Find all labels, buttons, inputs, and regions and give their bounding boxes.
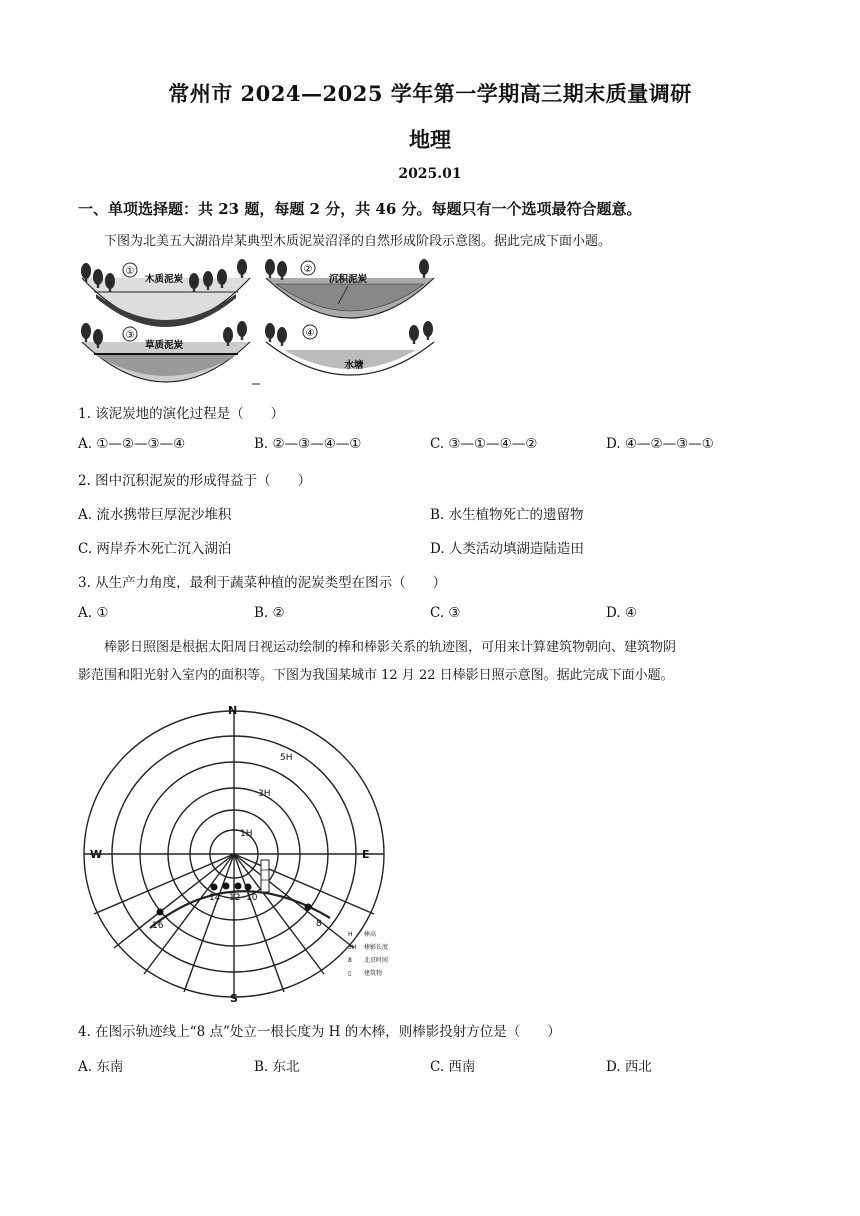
- panel-1-number: ①: [125, 266, 135, 277]
- north-label: N: [228, 704, 238, 717]
- question-3-stem: 3. 从生产力角度，最利于蔬菜种植的泥炭类型在图示（ ）: [78, 575, 447, 591]
- panel-3: [81, 321, 250, 382]
- legend-text-3h: 棒影长度: [364, 944, 389, 951]
- q1-option-a: A. ①—②—③—④: [78, 436, 186, 452]
- south-label: S: [230, 992, 238, 1005]
- q3-option-a: A. ①: [78, 605, 109, 621]
- panel-4: [265, 321, 434, 375]
- hour-label-8: 8: [316, 919, 322, 929]
- legend-sym-3h: 3H: [348, 944, 357, 951]
- panel-2-number: ②: [303, 264, 313, 275]
- page-title: 常州市 2024—2025 学年第一学期高三期末质量调研: [168, 81, 692, 106]
- exam-date: 2025.01: [398, 166, 462, 182]
- east-label: E: [362, 848, 370, 861]
- legend-sym-8: 8: [348, 957, 352, 964]
- q1-option-c: C. ③—①—④—②: [430, 436, 538, 452]
- q2-option-a: A. 流水携带巨厚泥沙堆积: [78, 507, 232, 523]
- panel-1-label: 木质泥炭: [144, 274, 184, 285]
- panel-2: [265, 259, 434, 318]
- west-label: W: [90, 848, 103, 861]
- q2-option-c: C. 两岸乔木死亡沉入湖泊: [78, 541, 232, 557]
- q3-option-c: C. ③: [430, 605, 461, 621]
- legend-sym-h: H: [348, 931, 353, 938]
- q3-option-b: B. ②: [254, 605, 285, 621]
- hour-label-14: 14: [209, 893, 221, 903]
- passage2-line-2: 影范围和阳光射入室内的面积等。下图为我国某城市 12 月 22 日棒影日照示意图。据此完成下面小题。: [78, 668, 674, 683]
- panel-2-label: 沉积泥炭: [328, 274, 368, 285]
- legend-text-h: 棒高: [364, 931, 377, 938]
- q1-option-b: B. ②—③—④—①: [254, 436, 362, 452]
- ring-label-3h: 3H: [258, 789, 271, 799]
- q2-option-d: D. 人类活动填湖造陆造田: [430, 541, 584, 557]
- subject-title: 地理: [409, 127, 451, 152]
- hour-label-10: 10: [246, 893, 258, 903]
- q4-option-b: B. 东北: [254, 1059, 300, 1075]
- panel-1: [81, 259, 250, 327]
- legend-text-8: 北京时间: [364, 957, 389, 964]
- ring-label-1h: 1H: [240, 829, 253, 839]
- question-2-stem: 2. 图中沉积泥炭的形成得益于（ ）: [78, 473, 312, 489]
- legend-sym-building: ▯: [348, 970, 352, 977]
- passage2-line-1: 棒影日照图是根据太阳周日视运动绘制的棒和棒影关系的轨迹图，可用来计算建筑物朝向、建筑物阴: [104, 640, 677, 655]
- panel-4-label: 水塘: [344, 360, 364, 371]
- shadow-sun-diagram: [80, 700, 410, 1006]
- panel-3-number: ③: [125, 330, 135, 341]
- panel-3-label: 草质泥炭: [144, 340, 184, 351]
- legend-text-building: 建筑物: [364, 970, 383, 977]
- ring-label-5h: 5H: [280, 753, 293, 763]
- question-4-stem: 4. 在图示轨迹线上“8 点”处立一根长度为 H 的木棒，则棒影投射方位是（ ）: [78, 1024, 561, 1040]
- q4-option-c: C. 西南: [430, 1059, 476, 1075]
- question-1-stem: 1. 该泥炭地的演化过程是（ ）: [78, 406, 285, 422]
- hour-label-16: 16: [152, 921, 164, 931]
- q4-option-d: D. 西北: [606, 1059, 652, 1075]
- panel-4-number: ④: [305, 328, 315, 339]
- q4-option-a: A. 东南: [78, 1059, 124, 1075]
- hour-label-12: 12: [229, 893, 241, 903]
- q1-option-d: D. ④—②—③—①: [606, 436, 714, 452]
- passage1-intro: 下图为北美五大湖沿岸某典型木质泥炭沼泽的自然形成阶段示意图。据此完成下面小题。: [104, 234, 612, 249]
- q2-option-b: B. 水生植物死亡的遗留物: [430, 507, 584, 523]
- section-heading: 一、单项选择题：共 23 题，每题 2 分，共 46 分。每题只有一个选项最符合题意。: [78, 200, 642, 218]
- q3-option-d: D. ④: [606, 605, 638, 621]
- peat-bog-stages-figure: [76, 258, 438, 388]
- diagram-legend: [348, 930, 388, 977]
